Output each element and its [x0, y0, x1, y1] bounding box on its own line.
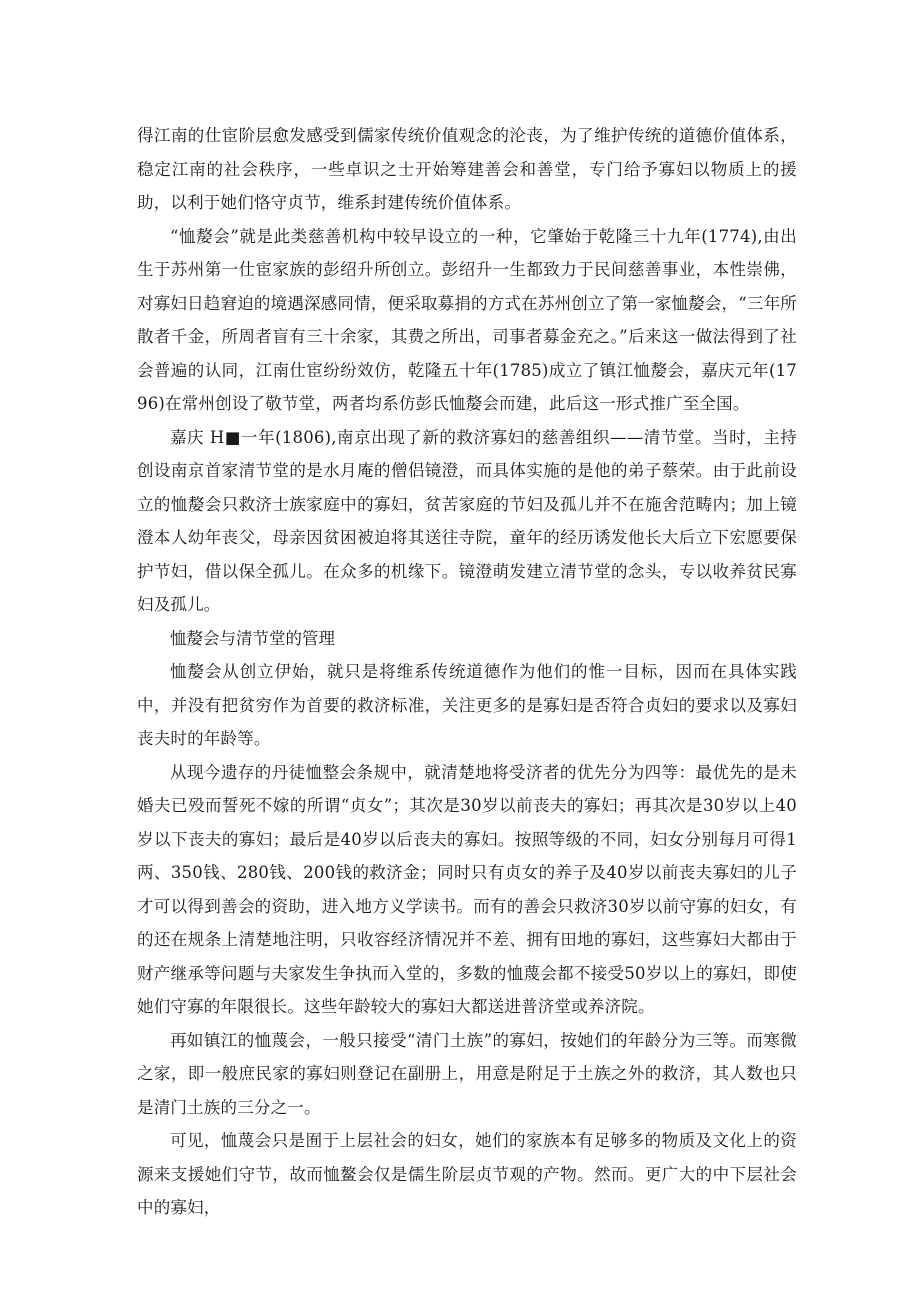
paragraph: “恤嫠会”就是此类慈善机构中较早设立的一种，它肇始于乾隆三十九年(1774),由出生于苏州第一仕宦家族的彭绍升所创立。彭绍升一生都致力于民间慈善事业，本性崇佛，对寡妇日趋窘迫的境遇深感同情，便采取募捐的方式在苏州创立了第一家恤嫠会，“三年所散者千金，所周者盲有三十余家，其费之所出，司事者募金充之。”后来这一做法得到了社会普遍的认同，江南仕宦纷纷效仿，乾隆五十年(1785)成立了镇江恤嫠会，嘉庆元年(1796)在常州创设了敬节堂，两者均系仿彭氏恤嫠会而建，此后这一形式推广至全国。 [137, 226, 797, 413]
section-heading: 恤嫠会与清节堂的管理 [170, 628, 335, 648]
paragraph: 从现今遗存的丹徒恤整会条规中，就清楚地将受济者的优先分为四等：最优先的是未婚夫已殁而誓死不嫁的所谓“贞女”；其次是30岁以前丧夫的寡妇；再其次是30岁以上40岁以下丧夫的寡妇；最后是40岁以后丧夫的寡妇。按照等级的不同，妇女分别每月可得1两、350钱、280钱、200钱的救济金；同时只有贞女的养子及40岁以前丧夫寡妇的儿子才可以得到善会的资助，进入地方义学读书。而有的善会只救济30岁以前守寡的妇女，有的还在规条上清楚地注明，只收容经济情况并不差、拥有田地的寡妇，这些寡妇大都由于财产继承等问题与夫家发生争执而入堂的，多数的恤蔑会都不接受50岁以上的寡妇，即使她们守寡的年限很长。这些年龄较大的寡妇大都送进普济堂或养济院。 [137, 762, 797, 1016]
paragraph: 得江南的仕宦阶层愈发感受到儒家传统价值观念的沦丧，为了维护传统的道德价值体系，稳定江南的社会秩序，一些卓识之士开始筹建善会和善堂，专门给予寡妇以物质上的援助，以利于她们恪守贞节，维系封建传统价值体系。 [137, 126, 797, 212]
paragraph: 可见，恤蔑会只是囿于上层社会的妇女，她们的家族本有足够多的物质及文化上的资源来支援她们守节，故而恤鳌会仅是儒生阶层贞节观的产物。然而。更广大的中下层社会中的寡妇， [137, 1131, 797, 1217]
paragraph: 恤嫠会从创立伊始，就只是将维系传统道德作为他们的惟一目标，因而在具体实践中，并没有把贫穷作为首要的救济标准，关注更多的是寡妇是否符合贞妇的要求以及寡妇丧夫时的年龄等。 [137, 662, 797, 748]
paragraph: 嘉庆 H■一年(1806),南京出现了新的救济寡妇的慈善组织——清节堂。当时，主持创设南京首家清节堂的是水月庵的僧侣镜澄，而具体实施的是他的弟子蔡荣。由于此前设立的恤嫠会只救济士族家庭中的寡妇，贫苦家庭的节妇及孤儿并不在施舍范畴内；加上镜澄本人幼年丧父，母亲因贫困被迫将其送往寺院，童年的经历诱发他长大后立下宏愿要保护节妇，借以保全孤儿。在众多的机缘下。镜澄萌发建立清节堂的念头，专以收养贫民寡妇及孤儿。 [137, 427, 797, 614]
document-body [137, 119, 797, 1225]
paragraph: 再如镇江的恤蔑会，一般只接受“清门土族”的寡妇，按她们的年龄分为三等。而寒微之家，即一般庶民家的寡妇则登记在副册上，用意是附足于土族之外的救济，其人数也只是清门土族的三分之一。 [137, 1030, 797, 1117]
